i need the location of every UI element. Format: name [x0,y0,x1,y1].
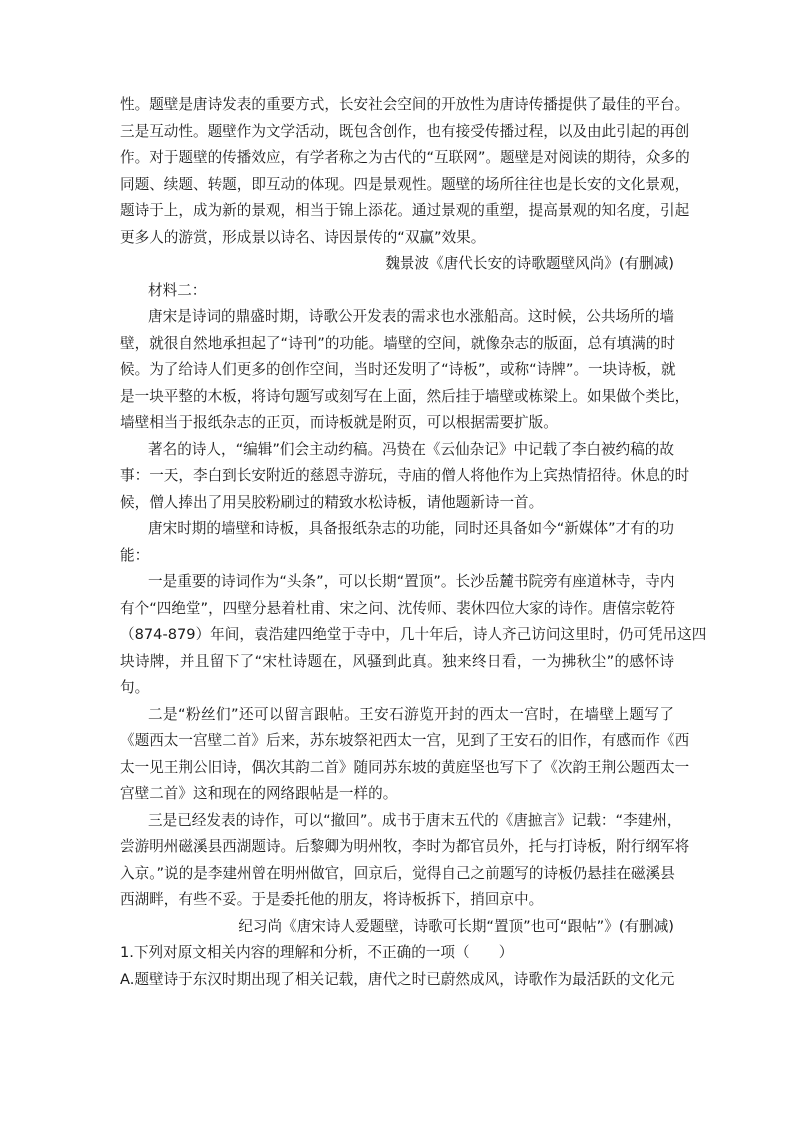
text-line: 候，僧人捧出了用吴胶粉刷过的精致水松诗板，请他题新诗一首。 [120,493,544,511]
text-line: 句。 [120,679,150,696]
text-line: 有个“四绝堂”，四壁分悬着杜甫、宋之问、沈传师、裴休四位大家的诗作。唐僖宗乾符 [120,599,676,617]
text-line: 入京。”说的是李建州曾在明州做官，回京后，觉得自己之前题写的诗板仍悬挂在磁溪县 [120,864,675,882]
paragraph-headline [120,569,707,702]
text-line: 是一块平整的木板，将诗句题写或刻写在上面，然后挂于墙壁或栋梁上。如果做个类比， [120,387,690,405]
text-line: （874-879）年间，袁浩建四绝堂于寺中，几十年后，诗人齐己访问这里时，仍可凭吊这四 [120,626,707,643]
source-citation-1: 魏景波《唐代长安的诗歌题壁风尚》(有删减) [385,255,674,272]
text-line: 墙壁相当于报纸杂志的正页，而诗板就是附页，可以根据需要扩版。 [120,414,558,431]
text-line: 作。对于题壁的传播效应，有学者称之为古代的“互联网”。题壁是对阅读的期待，众多的 [120,149,690,166]
text-line: 事：一天，李白到长安附近的慈恩寺游玩，寺庙的僧人将他作为上宾热情招待。休息的时 [120,467,690,484]
text-line: 唐宋时期的墙壁和诗板，具备报纸杂志的功能，同时还具备如今“新媒体”才有的功 [148,520,674,537]
paragraph-comments [120,702,690,808]
question-1: 1.下列对原文相关内容的理解和分析，不正确的一项（ ） [120,944,514,961]
text-line: 太一见王荆公旧诗，偶次其韵二首》随同苏东坡的黄庭坚也写下了《次韵王荆公题西太一 [120,758,690,776]
text-line: 西湖畔，有些不妥。于是委托他的朋友，将诗板拆下，捎回京中。 [120,891,544,908]
document-page [120,92,707,993]
text-line: 三是互动性。题壁作为文学活动，既包含创作，也有接受传播过程，以及由此引起的再创 [120,122,690,140]
source-citation-2: 纪习尚《唐宋诗人爱题壁，诗歌可长期“置顶”也可“跟帖”》(有删减) [238,917,674,935]
text-line: 三是已经发表的诗作，可以“撤回”。成书于唐末五代的《唐摭言》记载：“李建州， [148,811,682,829]
text-line: 二是“粉丝们”还可以留言跟帖。王安石游览开封的西太一宫时，在墙壁上题写了 [148,705,674,723]
text-line: 著名的诗人，“编辑”们会主动约稿。冯贽在《云仙杂记》中记载了李白被约稿的故 [148,440,674,458]
text-line: 能： [120,546,150,564]
text-line: 同题、续题、转题，即互动的体现。四是景观性。题壁的场所往往也是长安的文化景观， [120,175,690,193]
text-line: 一是重要的诗词作为“头条”，可以长期“置顶”。长沙岳麓书院旁有座道林寺，寺内 [148,573,675,590]
paragraph-withdraw [120,808,690,914]
paragraph-interactivity [120,92,690,251]
text-line: 性。题壁是唐诗发表的重要方式，长安社会空间的开放性为唐诗传播提供了最佳的平台。 [120,96,690,113]
paragraph-poetry-board [120,304,690,437]
text-line: 候。为了给诗人们更多的创作空间，当时还发明了“诗板”，或称“诗牌”。一块诗板，就 [120,361,676,378]
text-line: 唐宋是诗词的鼎盛时期，诗歌公开发表的需求也水涨船高。这时候，公共场所的墙 [148,308,674,325]
text-line: 《题西太一宫壁二首》后来，苏东坡祭祀西太一宫，见到了王安石的旧作，有感而作《西 [120,732,690,749]
text-line: 块诗牌，并且留下了“宋杜诗题在，风骚到此真。独来终日看，一为拂秋尘”的感怀诗 [120,652,674,670]
paragraph-new-media [120,516,674,569]
text-line: 壁，就很自然地承担起了“诗刊”的功能。墙壁的空间，就像杂志的版面，总有填满的时 [120,334,676,352]
text-line: 题诗于上，成为新的景观，相当于锦上添花。通过景观的重塑，提高景观的知名度，引起 [120,202,690,219]
text-line: 更多人的游赏，形成景以诗名、诗因景传的“双赢”效果。 [120,228,486,246]
text-line: 尝游明州磁溪县西湖题诗。后黎卿为明州牧，李时为都官员外，托与打诗板，附行纲军将 [120,838,690,855]
text-line: 宫壁二首》这和现在的网络跟帖是一样的。 [120,785,398,802]
paragraph-li-bai [120,437,690,517]
material-2-heading: 材料二： [148,281,207,299]
option-a: A.题壁诗于东汉时期出现了相关记载，唐代之时已蔚然成风，诗歌作为最活跃的文化元 [120,970,675,988]
